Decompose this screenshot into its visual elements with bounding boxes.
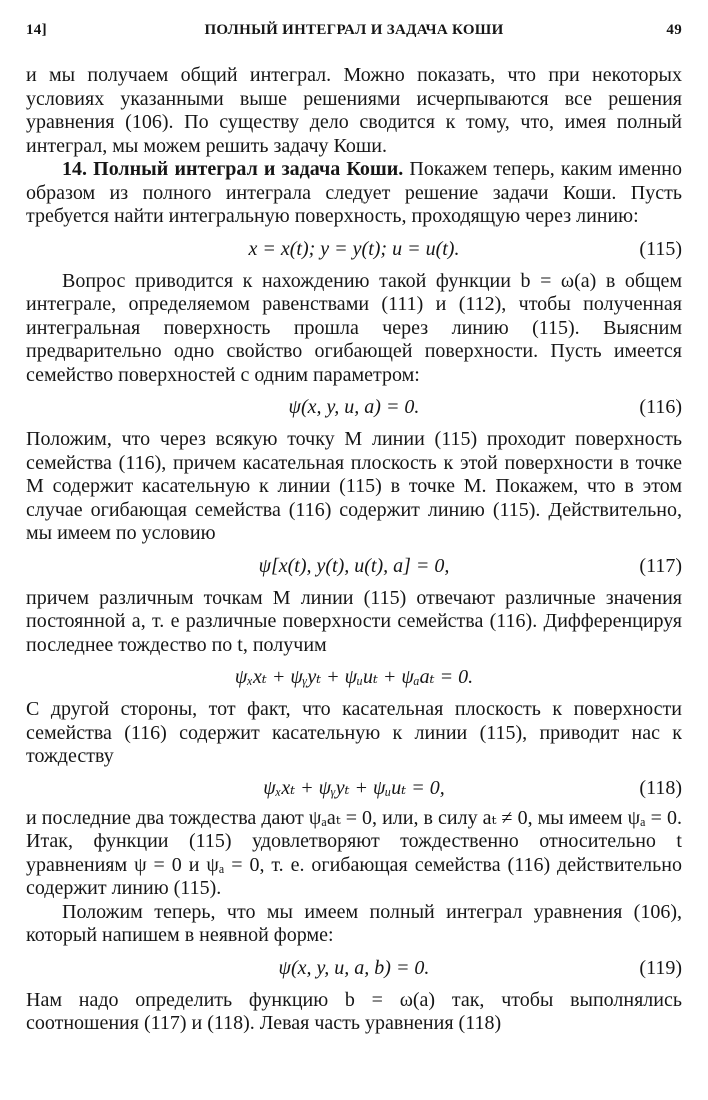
paragraph-4: Положим, что через всякую точку M линии (115) проходит поверхность семейства (116), причем касательная плоскость к этой поверхности в точке M содержит касательную к линии (115) в точке M. Покажем, что в этом случае огибающая семейства (116) содержит линию (115). Действительно, мы имеем по условию xyxy=(26,428,682,544)
page-body xyxy=(26,64,682,1036)
equation-115-expression: x = x(t); y = y(t); u = u(t). xyxy=(248,237,460,260)
equation-derivative xyxy=(26,659,682,696)
section-marker: 14] xyxy=(26,22,47,38)
equation-116-expression: ψ(x, y, u, a) = 0. xyxy=(288,396,420,418)
paragraph-2 xyxy=(26,158,682,229)
running-title: ПОЛНЫЙ ИНТЕГРАЛ И ЗАДАЧА КОШИ xyxy=(204,22,504,38)
page-number: 49 xyxy=(666,22,682,38)
equation-derivative-expression: ψₓxₜ + ψᵧyₜ + ψᵤuₜ + ψₐaₜ = 0. xyxy=(234,666,474,688)
paragraph-8: Положим теперь, что мы имеем полный интеграл уравнения (106), который напишем в неявной форме: xyxy=(26,900,682,946)
paragraph-2-text: Покажем теперь, каким именно образом из полного интеграла следует решение задачи Коши. Пусть требуется найти интегральную поверхность, проходящую через линию: xyxy=(26,158,682,227)
paragraph-9: Нам надо определить функцию b = ω(a) так, чтобы выполнялись соотношения (117) и (118). Левая часть уравнения (118) xyxy=(26,988,682,1034)
equation-116 xyxy=(26,389,682,426)
equation-115-number: (115) xyxy=(639,237,682,260)
equation-119-number: (119) xyxy=(639,956,682,979)
equation-118-number: (118) xyxy=(639,776,682,799)
section-heading: 14. Полный интеграл и задача Коши. xyxy=(62,158,404,180)
equation-118-expression: ψₓxₜ + ψᵧyₜ + ψᵤuₜ = 0, xyxy=(263,776,445,799)
paragraph-6: С другой стороны, тот факт, что касательная плоскость к поверхности семейства (116) содержит касательную к линии (115), приводит нас к тождеству xyxy=(26,698,682,767)
equation-118 xyxy=(26,771,682,805)
equation-117 xyxy=(26,548,682,585)
running-header xyxy=(26,20,682,50)
equation-117-expression: ψ[x(t), y(t), u(t), a] = 0, xyxy=(258,554,450,577)
equation-119 xyxy=(26,950,682,987)
paragraph-7: и последние два тождества дают ψₐaₜ = 0, или, в силу aₜ ≠ 0, мы имеем ψₐ = 0. Итак, функции (115) удовлетворяют тождественно относительно t уравнениям ψ = 0 и ψₐ = 0, т. е. огибающая семейства (116) действительно содержит линию (115). xyxy=(26,806,682,899)
equation-117-number: (117) xyxy=(639,554,682,577)
paragraph-5: причем различным точкам M линии (115) отвечают различные значения постоянной a, т. е различные поверхности семейства (116). Дифференцируя последнее тождество по t, получим xyxy=(26,586,682,656)
equation-119-expression: ψ(x, y, u, a, b) = 0. xyxy=(278,956,430,979)
equation-115 xyxy=(26,231,682,268)
equation-116-number: (116) xyxy=(639,396,682,418)
paragraph-1: и мы получаем общий интеграл. Можно показать, что при некоторых условиях указанными выше решениями исчерпываются все решения уравнения (106). По существу дело сводится к тому, что, имея полный интеграл, мы можем решить задачу Коши. xyxy=(26,64,682,157)
paragraph-3: Вопрос приводится к нахождению такой функции b = ω(a) в общем интеграле, определяемом равенствами (111) и (112), чтобы полученная интегральная поверхность прошла через линию (115). Выясним предварительно одно свойство огибающей поверхности. Пусть имеется семейство поверхностей с одним параметром: xyxy=(26,269,682,386)
